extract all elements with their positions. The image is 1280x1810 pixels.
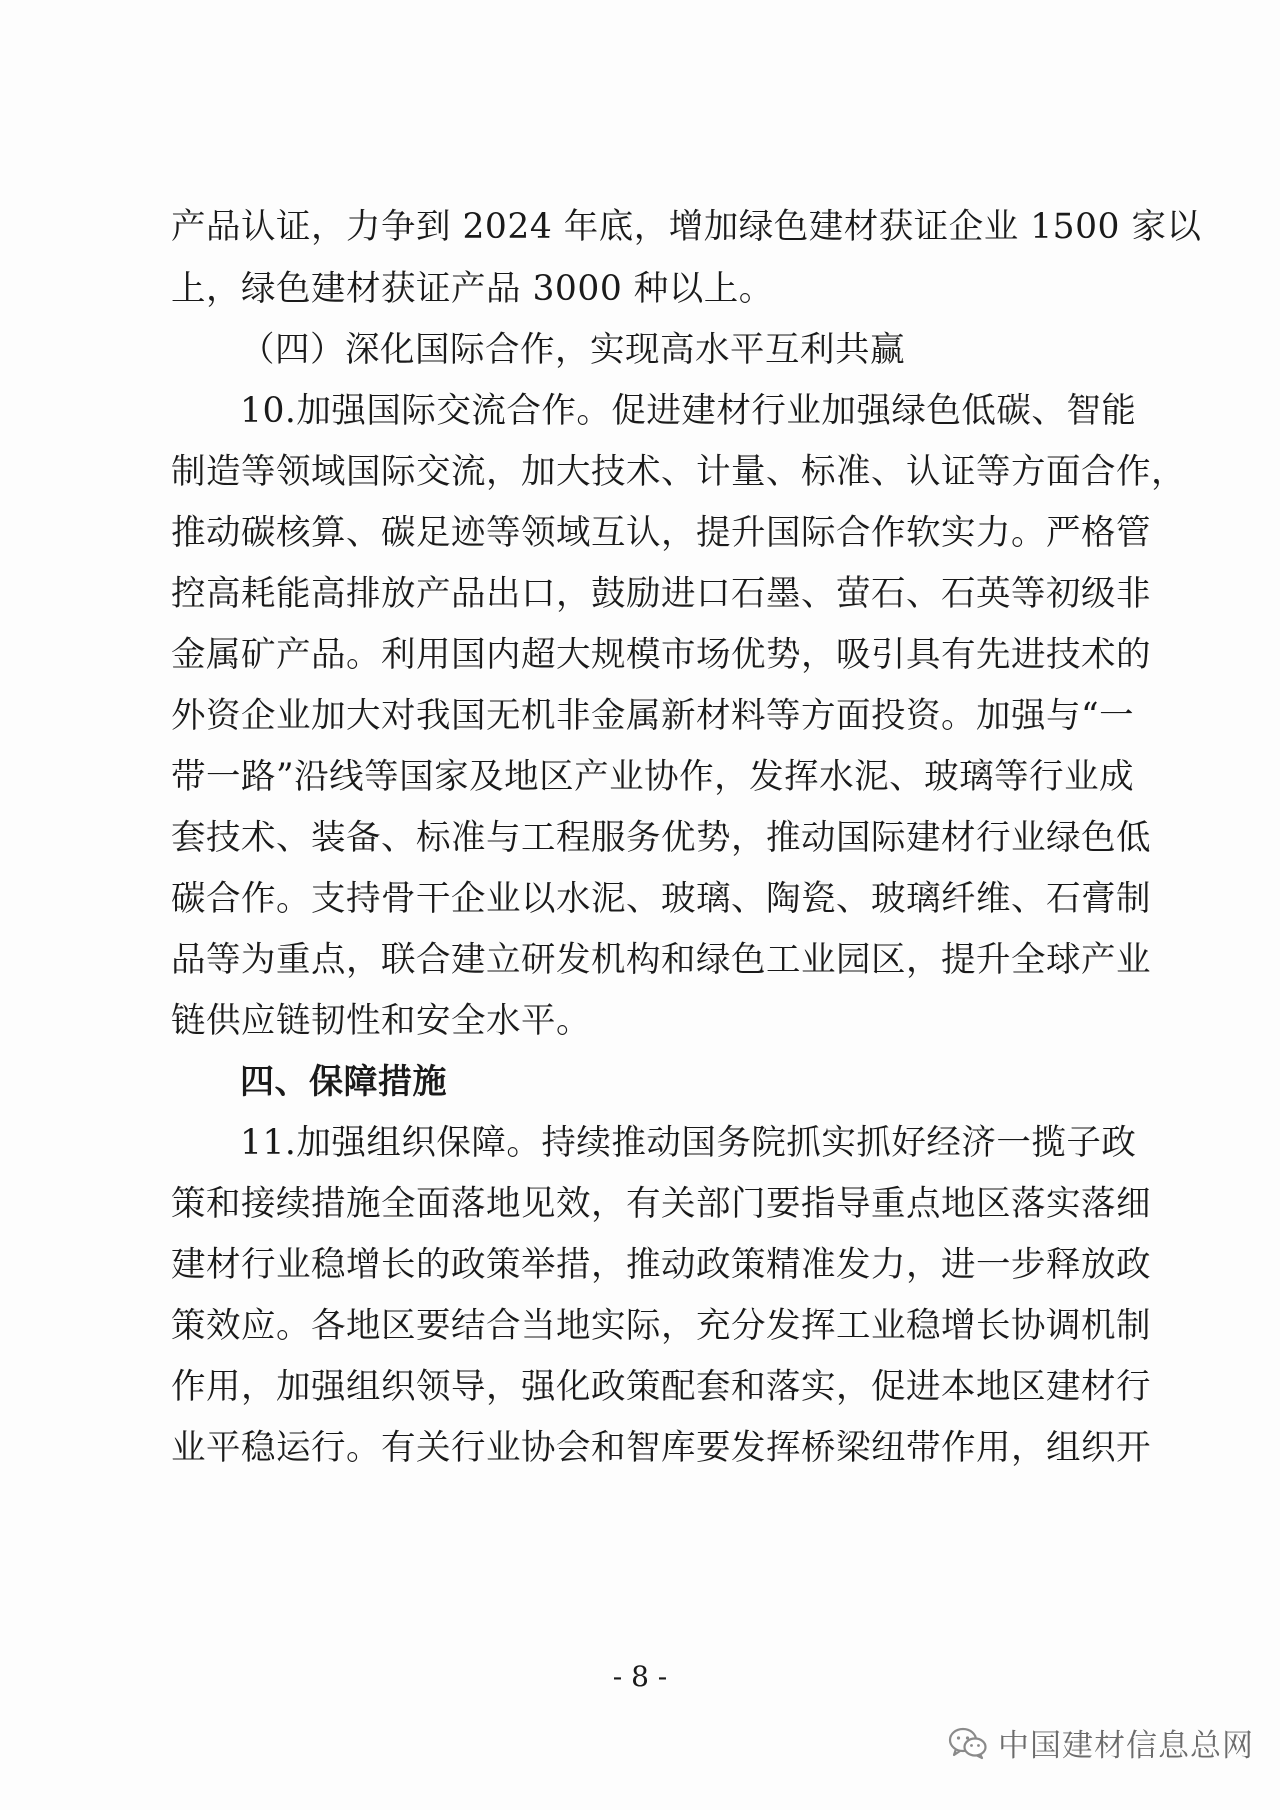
body-line: 产品认证，力争到 2024 年底，增加绿色建材获证企业 1500 家以 [171, 207, 1202, 247]
wechat-icon [948, 1726, 988, 1760]
body-line: 链供应链韧性和安全水平。 [171, 1001, 591, 1041]
section-subheading: （四）深化国际合作，实现高水平互利共赢 [240, 330, 905, 370]
page-number: - 8 - [612, 1660, 668, 1693]
watermark [948, 1720, 1254, 1765]
body-line: 外资企业加大对我国无机非金属新材料等方面投资。加强与“一 [171, 696, 1135, 736]
body-line: 上，绿色建材获证产品 3000 种以上。 [171, 269, 774, 309]
body-line: 建材行业稳增长的政策举措，推动政策精准发力，进一步释放政 [171, 1245, 1151, 1285]
paragraph-first-line: 11.加强组织保障。持续推动国务院抓实抓好经济一揽子政 [240, 1123, 1137, 1163]
body-line: 控高耗能高排放产品出口，鼓励进口石墨、萤石、石英等初级非 [171, 574, 1151, 614]
body-line: 碳合作。支持骨干企业以水泥、玻璃、陶瓷、玻璃纤维、石膏制 [171, 879, 1151, 919]
body-line: 金属矿产品。利用国内超大规模市场优势，吸引具有先进技术的 [171, 635, 1151, 675]
body-line: 套技术、装备、标准与工程服务优势，推动国际建材行业绿色低 [171, 818, 1151, 858]
body-line: 带一路”沿线等国家及地区产业协作，发挥水泥、玻璃等行业成 [171, 757, 1135, 797]
body-line: 策效应。各地区要结合当地实际，充分发挥工业稳增长协调机制 [171, 1306, 1151, 1346]
body-line: 业平稳运行。有关行业协会和智库要发挥桥梁纽带作用，组织开 [171, 1428, 1151, 1468]
paragraph-first-line: 10.加强国际交流合作。促进建材行业加强绿色低碳、智能 [240, 391, 1137, 431]
body-line: 制造等领域国际交流，加大技术、计量、标准、认证等方面合作， [171, 452, 1186, 492]
section-heading: 四、保障措施 [240, 1062, 447, 1102]
watermark-text: 中国建材信息总网 [998, 1728, 1254, 1764]
body-line: 推动碳核算、碳足迹等领域互认，提升国际合作软实力。严格管 [171, 513, 1151, 553]
body-line: 作用，加强组织领导，强化政策配套和落实，促进本地区建材行 [171, 1367, 1151, 1407]
body-line: 品等为重点，联合建立研发机构和绿色工业园区，提升全球产业 [171, 940, 1151, 980]
body-line: 策和接续措施全面落地见效，有关部门要指导重点地区落实落细 [171, 1184, 1151, 1224]
